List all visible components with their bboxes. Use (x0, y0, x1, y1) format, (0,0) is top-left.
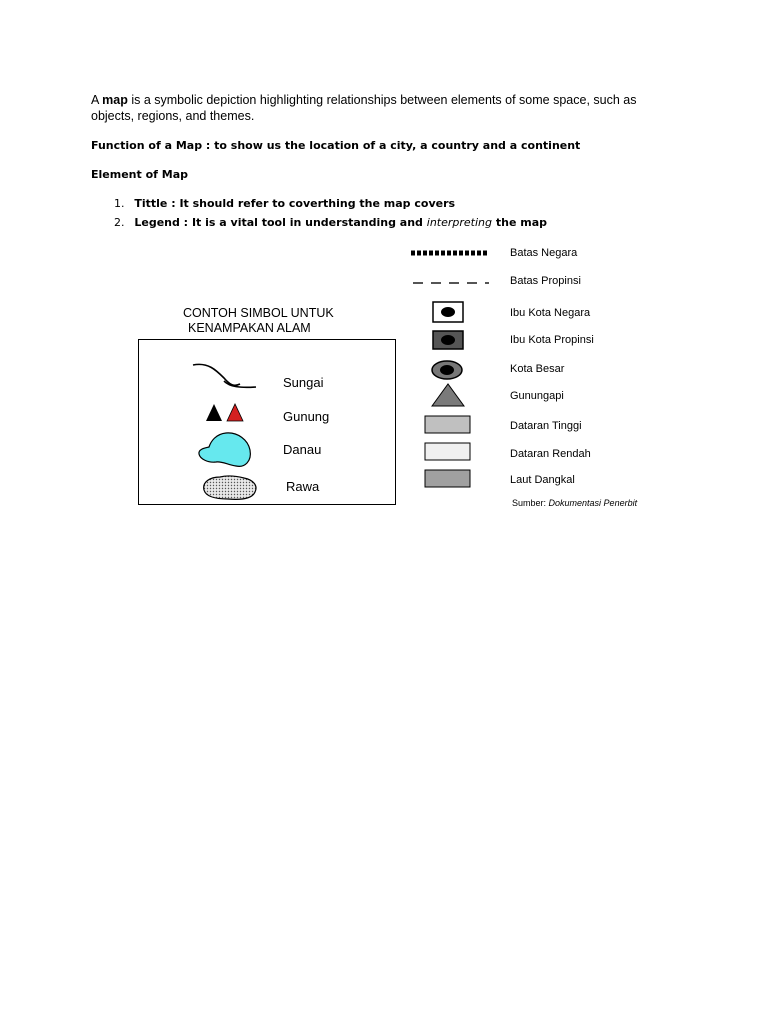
gunung-label: Gunung (283, 409, 330, 424)
legend-dataran-tinggi: Dataran Tinggi (510, 420, 582, 432)
list-item-2 (114, 216, 547, 229)
list-number: 1. (114, 197, 125, 210)
list-item-1 (114, 197, 455, 210)
legend-batas-propinsi: Batas Propinsi (510, 275, 581, 287)
dataran-rendah-swatch-icon (424, 442, 472, 462)
legend-ibu-kota-propinsi: Ibu Kota Propinsi (510, 334, 594, 346)
element-heading: Element of Map (91, 168, 189, 181)
river-icon (190, 360, 260, 394)
intro-text: is a symbolic depiction highlighting relationships between elements of some space, such as objects, regions, and themes. (91, 93, 637, 123)
list-text-italic: interpreting (426, 216, 493, 229)
list-number: 2. (114, 216, 125, 229)
gunungapi-icon (430, 382, 466, 408)
legend-ibu-kota-negara: Ibu Kota Negara (510, 307, 591, 319)
function-text: to show us the location of a city, a country and a continent (214, 139, 581, 152)
mountain-icon (204, 401, 246, 423)
legend-batas-negara: Batas Negara (510, 247, 578, 259)
intro-paragraph (91, 92, 681, 124)
dataran-tinggi-swatch-icon (424, 415, 472, 435)
source-note (512, 498, 637, 508)
list-text: the map (495, 216, 547, 229)
lake-icon (196, 428, 254, 470)
function-line (91, 139, 580, 152)
ibu-kota-propinsi-icon (432, 330, 464, 350)
kota-besar-icon (430, 359, 464, 381)
danau-label: Danau (283, 442, 322, 457)
swamp-icon (200, 472, 260, 502)
list-label: Tittle : (134, 197, 176, 210)
laut-dangkal-swatch-icon (424, 469, 472, 489)
list-text: It should refer to coverthing the map covers (179, 197, 456, 210)
intro-word-a: A (91, 93, 99, 107)
batas-negara-line-icon (410, 249, 490, 257)
list-label: Legend : (134, 216, 189, 229)
ibu-kota-negara-icon (432, 301, 464, 323)
batas-propinsi-line-icon (412, 280, 490, 286)
sungai-label: Sungai (283, 375, 324, 390)
source-label: Sumber: (512, 498, 547, 508)
legend-gunungapi: Gunungapi (510, 390, 564, 402)
legend-kota-besar: Kota Besar (510, 363, 565, 375)
rawa-label: Rawa (286, 479, 320, 494)
symbols-box (138, 339, 396, 505)
symbols-title-line2: KENAMPAKAN ALAM (188, 321, 311, 335)
symbols-title-line1: CONTOH SIMBOL UNTUK (183, 306, 334, 320)
legend-laut-dangkal: Laut Dangkal (510, 474, 575, 486)
list-text: It is a vital tool in understanding and (191, 216, 423, 229)
legend-dataran-rendah: Dataran Rendah (510, 448, 591, 460)
source-value: Dokumentasi Penerbit (548, 498, 638, 508)
intro-word-map: map (102, 93, 128, 107)
function-label: Function of a Map : (91, 139, 211, 152)
